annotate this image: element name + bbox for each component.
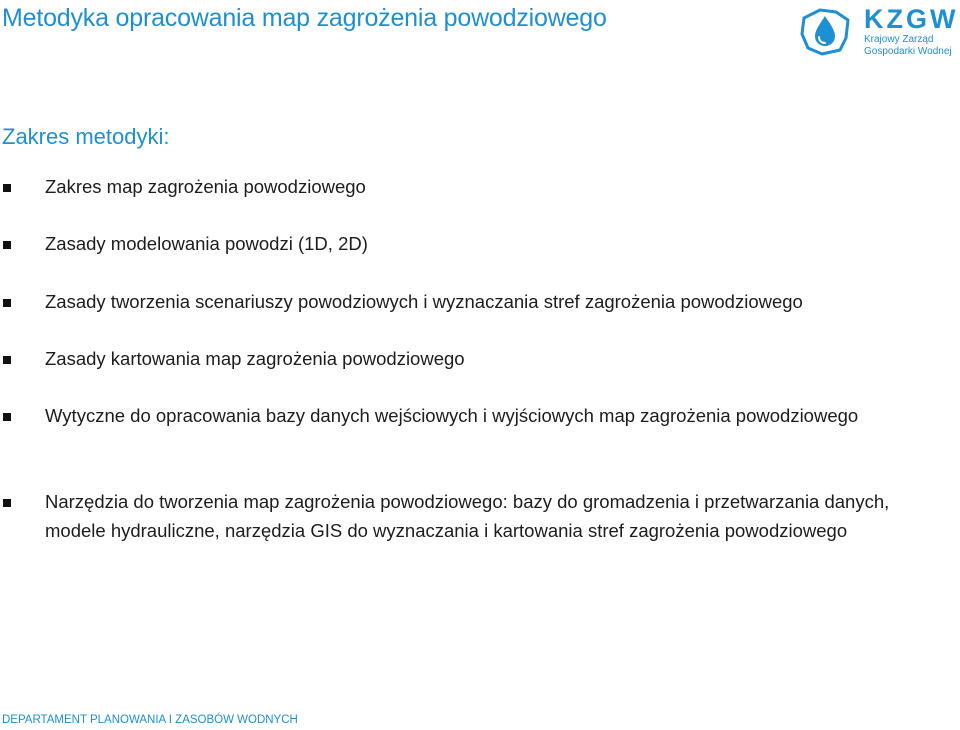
bullet-item	[0, 407, 960, 467]
bullet-text: Wytyczne do opracowania bazy danych wejściowych i wyjściowych map zagrożenia powodziowego	[45, 405, 859, 426]
square-bullet-icon	[3, 413, 11, 421]
square-bullet-icon	[3, 184, 11, 192]
water-drop-poland-icon	[798, 4, 852, 58]
logo-subtitle-line1: Krajowy Zarząd	[864, 34, 934, 45]
bullet-item	[0, 235, 960, 271]
bullet-text: Zasady modelowania powodzi (1D, 2D)	[45, 233, 368, 254]
bullet-item	[0, 350, 960, 386]
bullet-text: Zasady kartowania map zagrożenia powodziowego	[45, 348, 465, 369]
kzgw-logo	[798, 4, 960, 58]
bullet-item	[0, 493, 960, 583]
bullet-text: Zakres map zagrożenia powodziowego	[45, 176, 366, 197]
bullet-item	[0, 178, 960, 214]
bullet-text: Narzędzia do tworzenia map zagrożenia powodziowego: bazy do gromadzenia i przetwarzania danych, modele hydrauliczne, narzędzia GIS do wyznaczania i kartowania stref zagrożenia powodziowego	[45, 491, 890, 541]
square-bullet-icon	[3, 499, 11, 507]
square-bullet-icon	[3, 356, 11, 364]
bullet-text: Zasady tworzenia scenariuszy powodziowych i wyznaczania stref zagrożenia powodziowego	[45, 291, 803, 312]
square-bullet-icon	[3, 299, 11, 307]
bullet-item	[0, 293, 960, 329]
slide-title: Metodyka opracowania map zagrożenia powodziowego	[2, 4, 607, 32]
logo-subtitle-line2: Gospodarki Wodnej	[864, 46, 952, 57]
footer-department: DEPARTAMENT PLANOWANIA I ZASOBÓW WODNYCH	[2, 714, 298, 726]
section-heading: Zakres metodyki:	[2, 124, 170, 149]
square-bullet-icon	[3, 241, 11, 249]
logo-wordmark: KZGW	[864, 4, 959, 34]
